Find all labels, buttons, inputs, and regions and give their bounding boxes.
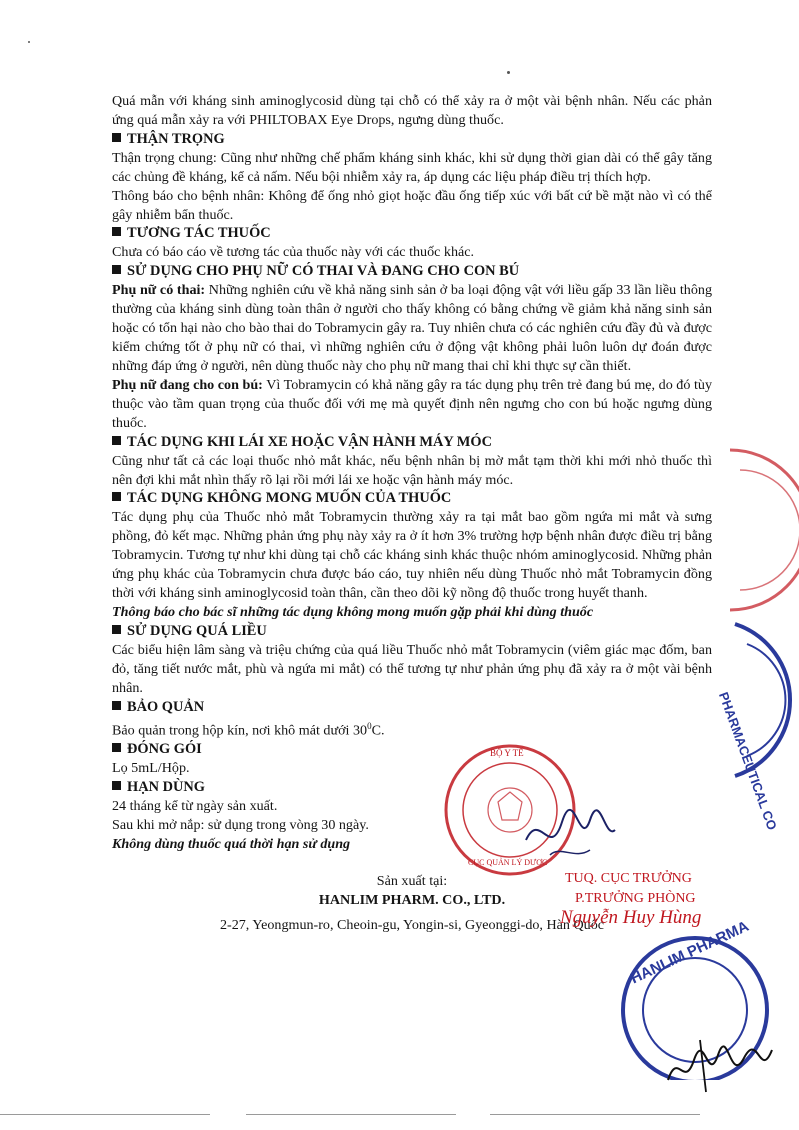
note-khong-dung-qua-han: Không dùng thuốc quá thời hạn sử dụng xyxy=(112,835,351,852)
bullet-square-icon xyxy=(112,227,121,236)
paragraph-than-trong-chung: Thận trọng chung: Cũng như những chế phẩm kháng sinh khác, khi sử dụng thời gian dài có thể gây tăng các chủng đề kháng, kể cả nấm. Nếu bội nhiễm xảy ra, áp dụng các liệu pháp điều trị thích hợp. xyxy=(112,149,712,185)
bullet-square-icon xyxy=(112,265,121,274)
bullet-square-icon xyxy=(112,781,121,790)
paragraph-han-dung: 24 tháng kể từ ngày sản xuất. xyxy=(112,798,278,815)
paragraph-cho-con-bu: Phụ nữ đang cho con bú: Vì Tobramycin có khả năng gây ra tác dụng phụ trên trẻ đang bú mẹ, do đó tùy thuộc vào tầm quan trọng của thuốc đối với mẹ mà quyết định nên ngưng cho con bú hoặc ngưng dùng thuốc. xyxy=(112,376,712,431)
paragraph-lai-xe: Cũng như tất cả các loại thuốc nhỏ mắt khác, nếu bệnh nhân bị mờ mắt tạm thời khi mới nhỏ thuốc thì nên đợi khi mắt nhìn thấy rõ lại rồi mới lái xe hoặc vận hành máy móc. xyxy=(112,452,712,488)
label-phu-nu-co-thai: Phụ nữ có thai: xyxy=(112,282,206,299)
bullet-square-icon xyxy=(112,743,121,752)
scan-edge-line xyxy=(490,1114,700,1115)
company-blue-stamp xyxy=(725,620,799,780)
manufacturer-name: HANLIM PHARM. CO., LTD. xyxy=(318,891,506,908)
heading-han-dung: HẠN DÙNG xyxy=(112,778,712,797)
approval-signer: Nguyễn Huy Hùng xyxy=(560,907,702,928)
manufacturer-address: 2-27, Yeongmun-ro, Cheoin-gu, Yongin-si, Gyeonggi-do, Hàn Quốc xyxy=(219,916,605,933)
heading-bao-quan: BẢO QUẢN xyxy=(112,698,712,717)
paragraph-hypersensitivity: Quá mẫn với kháng sinh aminoglycosid dùng tại chỗ có thể xảy ra ở một vài bệnh nhân. Nếu các phản ứng quá mẫn xảy ra với PHILTOBAX Eye Drops, ngưng dùng thuốc. xyxy=(112,93,712,128)
paragraph-khong-mong-muon: Tác dụng phụ của Thuốc nhỏ mắt Tobramycin thường xảy ra tại mắt bao gồm ngứa mi mắt và sưng phồng, đỏ kết mạc. Những phản ứng phụ này xảy ra ở ít hơn 3% trường hợp bệnh nhân được điều trị bằng Tobramycin. Tương tự như khi dùng tại chỗ các kháng sinh khác thuộc nhóm aminoglycosid. Những phản ứng phụ khác của Tobramycin chưa được báo cáo, tuy nhiên nếu dùng Thuốc nhỏ mắt Tobramycin đồng thời với kháng sinh aminoglycosid toàn thân, cần theo dõi kỹ nồng độ thuốc trong huyết thanh. xyxy=(112,509,712,602)
bullet-square-icon xyxy=(112,701,121,710)
scan-edge-line xyxy=(246,1114,456,1115)
stamp-top-text: BỘ Y TẾ xyxy=(490,748,524,758)
document-body xyxy=(112,92,712,935)
stamp-bottom-text: CỤC QUẢN LÝ DƯỢC xyxy=(468,858,548,867)
paragraph-bao-quan: Bảo quản trong hộp kín, nơi khô mát dưới $30^0C$. xyxy=(112,720,385,739)
scan-speck xyxy=(28,41,30,43)
paragraph-thong-bao-benh-nhan: Thông báo cho bệnh nhân: Không để ống nhỏ giọt hoặc đầu ống tiếp xúc với bất cứ bề mặt nào vì có thể gây nhiễm bẩn thuốc. xyxy=(112,187,712,223)
company-stamp-side-text: PHARMACEUTICAL CO xyxy=(715,690,780,833)
paragraph-qua-lieu: Các biểu hiện lâm sàng và triệu chứng của quá liều Thuốc nhỏ mắt Tobramycin (viêm giác mạc đốm, ban đỏ, tăng tiết nước mắt, phù và ngứa mi mắt) có thể tương tự như phản ứng phụ đã xảy ra ở một vài bệnh nhân. xyxy=(112,641,712,696)
heading-dong-goi: ĐÓNG GÓI xyxy=(112,740,712,759)
approval-line-1: TUQ. CỤC TRƯỞNG xyxy=(565,871,692,886)
approval-line-2: P.TRƯỞNG PHÒNG xyxy=(575,891,696,906)
heading-lai-xe: TÁC DỤNG KHI LÁI XE HOẶC VẬN HÀNH MÁY MÓC xyxy=(112,433,712,452)
scan-edge-line xyxy=(0,1114,210,1115)
heading-than-trong: THẬN TRỌNG xyxy=(112,130,712,149)
manufacturer-label: Sản xuất tại: xyxy=(376,872,448,889)
note-thong-bao-bac-si: Thông báo cho bác sĩ những tác dụng không mong muốn gặp phải khi dùng thuốc xyxy=(112,603,594,620)
bottom-signature xyxy=(660,1030,780,1100)
paragraph-phu-nu-co-thai: Phụ nữ có thai: Những nghiên cứu về khả năng sinh sản ở ba loại động vật với liều gấp 33 lần liều thông thường của kháng sinh dùng toàn thân ở người cho thấy không có bằng chứng về giảm khả năng sinh sản hoặc có tổn hại nào cho bào thai do Tobramycin gây ra. Tuy nhiên chưa có các nghiên cứu đầy đủ và được kiểm chứng tốt ở phụ nữ có thai, vì những nghiên cứu ở động vật không phải luôn luôn dự đoán được những đáp ứng ở người, nên dùng thuốc này cho phụ nữ mang thai chỉ khi thực sự cần thiết. xyxy=(112,282,712,374)
heading-phu-nu: SỬ DỤNG CHO PHỤ NỮ CÓ THAI VÀ ĐANG CHO CON BÚ xyxy=(112,262,712,281)
scan-speck xyxy=(507,71,510,74)
heading-khong-mong-muon: TÁC DỤNG KHÔNG MONG MUỐN CỦA THUỐC xyxy=(112,489,712,508)
hanlim-stamp-text: HANLIM PHARMA xyxy=(628,917,752,988)
bullet-square-icon xyxy=(112,625,121,634)
paragraph-dong-goi: Lọ 5mL/Hộp. xyxy=(112,760,190,777)
paragraph-sau-khi-mo-nap: Sau khi mở nắp: sử dụng trong vòng 30 ngày. xyxy=(112,816,369,833)
heading-tuong-tac: TƯƠNG TÁC THUỐC xyxy=(112,224,712,243)
bullet-square-icon xyxy=(112,436,121,445)
label-cho-con-bu: Phụ nữ đang cho con bú: xyxy=(112,376,263,393)
heading-qua-lieu: SỬ DỤNG QUÁ LIỀU xyxy=(112,622,712,641)
bullet-square-icon xyxy=(112,492,121,501)
paragraph-tuong-tac: Chưa có báo cáo về tương tác của thuốc này với các thuốc khác. xyxy=(112,244,475,261)
bullet-square-icon xyxy=(112,133,121,142)
